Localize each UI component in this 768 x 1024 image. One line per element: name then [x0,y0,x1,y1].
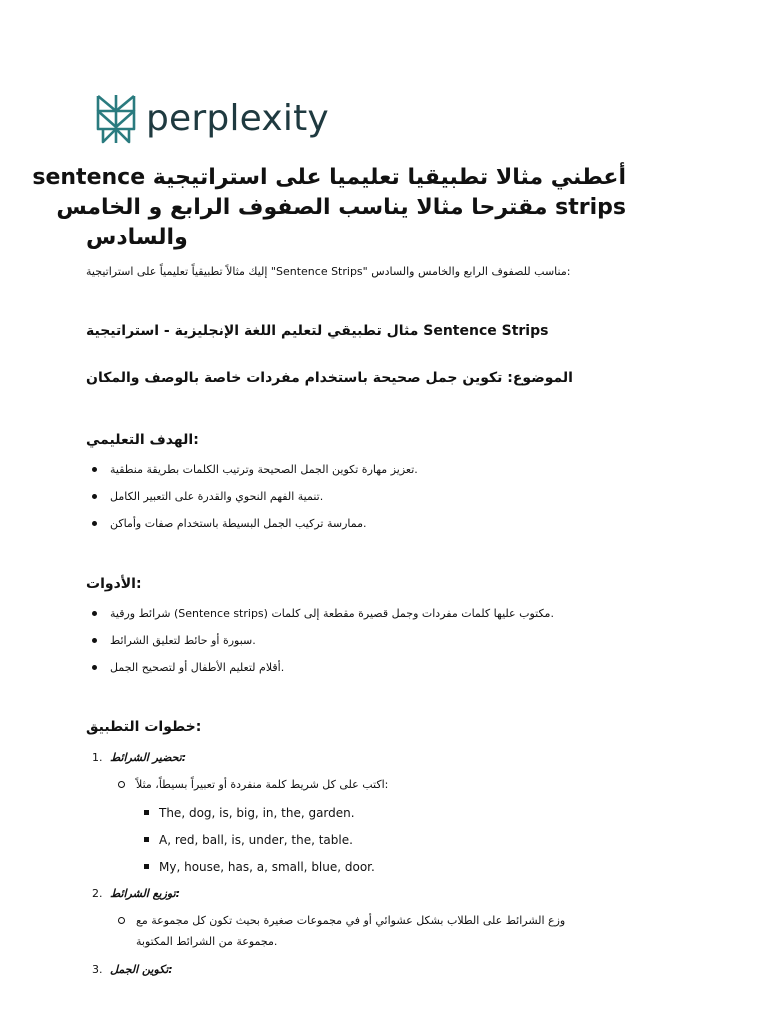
step-number: 3. [92,963,103,976]
step-number: 1. [92,751,103,764]
example-text: The, dog, is, big, in, the, garden. [159,806,355,820]
step-number: 2. [92,887,103,900]
perplexity-logo-icon [94,93,138,145]
goal-text: تعزيز مهارة تكوين الجمل الصحيحة وترتيب الكلمات بطريقة منطقية. [110,463,418,476]
tool-text: أقلام لتعليم الأطفال أو لتصحيح الجمل. [110,661,285,674]
tool-text: سبورة أو حائط لتعليق الشرائط. [110,634,256,647]
steps-heading: خطوات التطبيق: [86,719,202,735]
step-title: تكوين الجمل: [110,963,173,976]
goal-text: تنمية الفهم النحوي والقدرة على التعبير الكامل. [110,490,324,503]
step-description-continued: مجموعة من الشرائط المكتوبة. [136,935,278,948]
topic-heading: الموضوع: تكوين جمل صحيحة باستخدام مفردات خاصة بالوصف والمكان [86,370,573,386]
page-title [32,163,626,253]
perplexity-logo [94,93,329,145]
step-description: وزع الشرائط على الطلاب بشكل عشوائي أو في مجموعات صغيرة بحيث تكون كل مجموعة مع [136,914,566,927]
title-line-1: أعطني مثالا تطبيقيا تعليميا على استراتيجية sentence [32,165,626,190]
step-description: اكتب على كل شريط كلمة منفردة أو تعبيراً بسيطاً، مثلاً: [136,778,389,791]
example-text: My, house, has, a, small, blue, door. [159,860,375,874]
tool-text: شرائط ورقية (Sentence strips) مكتوب عليها كلمات مفردات وجمل قصيرة مقطعة إلى كلمات. [110,607,554,620]
goal-heading: الهدف التعليمي: [86,432,199,448]
title-line-3: والسادس [86,225,188,250]
example-heading: مثال تطبيقي لتعليم اللغة الإنجليزية - استراتيجية Sentence Strips [86,323,549,339]
example-text: A, red, ball, is, under, the, table. [159,833,353,847]
title-line-2: strips مقترحا مثالا يناسب الصفوف الرابع و الخامس [56,195,626,220]
step-title: تحضير الشرائط: [110,751,187,764]
goal-text: ممارسة تركيب الجمل البسيطة باستخدام صفات وأماكن. [110,517,367,530]
step-title: توزيع الشرائط: [110,887,181,900]
tools-heading: الأدوات: [86,576,142,592]
brand-name: perplexity [146,98,329,139]
intro-paragraph: إليك مثالاً تطبيقياً تعليمياً على استراتيجية "Sentence Strips" مناسب للصفوف الرابع والخامس والسادس: [86,265,571,278]
